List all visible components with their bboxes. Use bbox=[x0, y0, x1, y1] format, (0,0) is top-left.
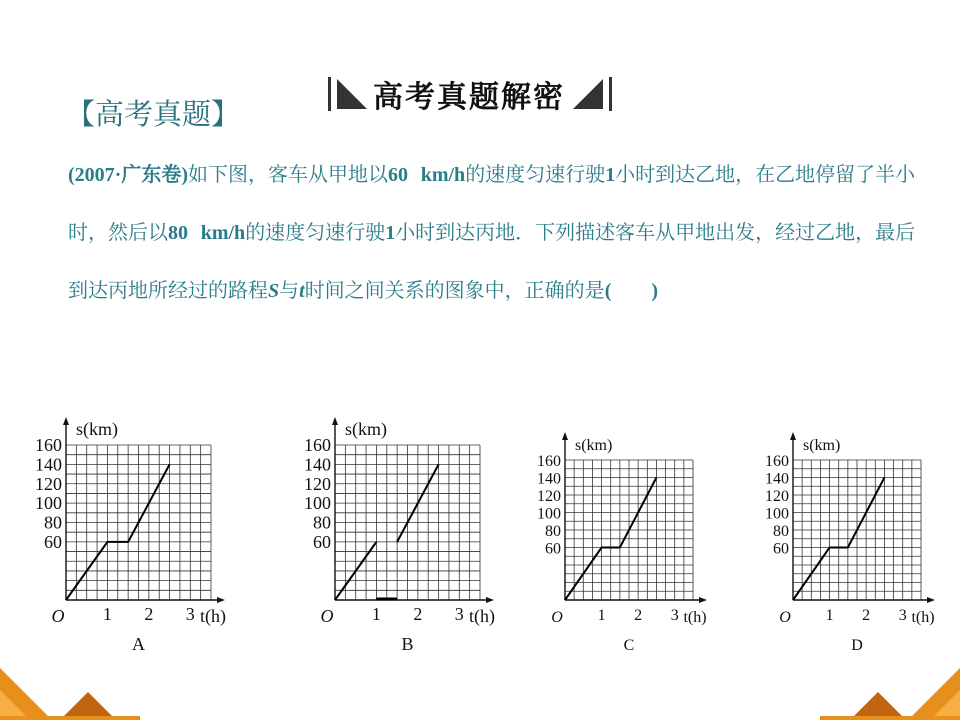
y-tick-label: 120 bbox=[537, 488, 561, 505]
x-tick-label: 2 bbox=[144, 604, 154, 624]
y-tick-label: 140 bbox=[304, 454, 331, 475]
y-tick-label: 60 bbox=[545, 540, 561, 558]
banner-triangle-left-icon bbox=[337, 79, 367, 109]
banner-bar-left bbox=[328, 77, 331, 111]
question-part: 的速度匀速行驶 bbox=[245, 220, 386, 244]
chart-a bbox=[63, 417, 225, 603]
y-tick-label: 100 bbox=[304, 493, 331, 514]
y-axis-arrow-icon bbox=[790, 432, 796, 440]
variable-s: S bbox=[268, 280, 280, 302]
y-tick-label: 100 bbox=[537, 505, 561, 523]
x-tick-label: 3 bbox=[185, 604, 195, 624]
chart-option-label: A bbox=[132, 634, 145, 654]
x-axis-arrow-icon bbox=[927, 597, 935, 603]
y-tick-label: 160 bbox=[765, 453, 789, 470]
x-tick-label: 1 bbox=[102, 604, 112, 624]
y-tick-label: 100 bbox=[35, 493, 62, 514]
y-tick-label: 60 bbox=[313, 531, 331, 552]
y-tick-label: 80 bbox=[44, 512, 62, 533]
corner-decoration-left bbox=[0, 650, 140, 720]
hour-value: 1 bbox=[385, 222, 396, 244]
x-axis-label: t(h) bbox=[469, 606, 495, 626]
chart-d bbox=[790, 432, 935, 603]
banner-bar-right bbox=[609, 77, 612, 111]
y-tick-label: 140 bbox=[537, 470, 561, 488]
y-tick-label: 160 bbox=[35, 435, 62, 455]
y-tick-label: 80 bbox=[773, 523, 789, 540]
x-tick-label: 2 bbox=[413, 604, 423, 624]
question-part: 小时到达乙地，在乙地停留了半小时，然后以 bbox=[68, 162, 916, 244]
chart-b bbox=[332, 417, 494, 603]
y-tick-label: 60 bbox=[773, 540, 789, 558]
y-tick-label: 60 bbox=[44, 531, 62, 552]
y-axis-label: s(km) bbox=[345, 419, 387, 439]
question-part: 与 bbox=[279, 278, 300, 302]
origin-label: O bbox=[551, 609, 563, 626]
x-tick-label: 1 bbox=[825, 607, 834, 624]
speed-value: 80 bbox=[168, 222, 188, 244]
answer-charts bbox=[0, 400, 960, 665]
y-axis-label: s(km) bbox=[76, 419, 118, 439]
banner-title: 高考真题解密 bbox=[373, 80, 565, 115]
x-tick-label: 1 bbox=[597, 607, 606, 624]
y-tick-label: 120 bbox=[765, 488, 789, 505]
x-axis-arrow-icon bbox=[486, 597, 494, 603]
question-part: 时间之间关系的图象中，正确的是 bbox=[304, 278, 605, 302]
x-axis-label: t(h) bbox=[200, 606, 226, 626]
x-axis-arrow-icon bbox=[217, 597, 225, 603]
answer-blank: ( ) bbox=[604, 280, 659, 302]
y-tick-label: 120 bbox=[35, 473, 62, 494]
origin-label: O bbox=[320, 606, 334, 626]
x-tick-label: 2 bbox=[862, 607, 871, 624]
y-tick-label: 120 bbox=[304, 473, 331, 494]
y-axis-arrow-icon bbox=[562, 432, 568, 440]
chart-option-label: B bbox=[401, 634, 414, 654]
origin-label: O bbox=[779, 609, 791, 626]
y-tick-label: 80 bbox=[545, 523, 561, 540]
chart-c bbox=[562, 432, 707, 603]
x-axis-arrow-icon bbox=[699, 597, 707, 603]
y-tick-label: 160 bbox=[304, 435, 331, 455]
hour-value: 1 bbox=[605, 164, 616, 186]
x-tick-label: 3 bbox=[670, 607, 679, 624]
question-part: 如下图，客车从甲地以 bbox=[188, 162, 388, 186]
x-tick-label: 3 bbox=[454, 604, 464, 624]
section-banner bbox=[326, 76, 614, 115]
speed-value: 60 bbox=[388, 164, 408, 186]
x-axis-label: t(h) bbox=[683, 609, 707, 626]
x-axis-label: t(h) bbox=[911, 609, 935, 626]
x-tick-label: 2 bbox=[634, 607, 643, 624]
y-tick-label: 140 bbox=[35, 454, 62, 475]
x-tick-label: 3 bbox=[898, 607, 907, 624]
variable-t: t bbox=[299, 280, 305, 302]
chart-option-label: C bbox=[623, 637, 635, 654]
x-tick-label: 1 bbox=[371, 604, 381, 624]
speed-unit: km/h bbox=[420, 164, 466, 186]
speed-unit: km/h bbox=[200, 222, 246, 244]
question-source: (2007·广东卷) bbox=[68, 164, 188, 186]
origin-label: O bbox=[51, 606, 65, 626]
y-tick-label: 100 bbox=[765, 505, 789, 523]
y-tick-label: 140 bbox=[765, 470, 789, 488]
banner-triangle-right-icon bbox=[573, 79, 603, 109]
y-axis-arrow-icon bbox=[63, 417, 69, 425]
y-tick-label: 160 bbox=[537, 453, 561, 470]
question-part: 的速度匀速行驶 bbox=[465, 162, 606, 186]
y-axis-arrow-icon bbox=[332, 417, 338, 425]
y-axis-label: s(km) bbox=[575, 437, 613, 454]
y-tick-label: 80 bbox=[313, 512, 331, 533]
chart-option-label: D bbox=[851, 637, 863, 654]
question-part: 小时到达丙地．下列描述客车从甲地出发，经过乙地，最后到达丙地所经过的路程 bbox=[68, 220, 916, 302]
section-title: 【高考真题】 bbox=[66, 97, 241, 131]
question-text bbox=[68, 146, 930, 320]
y-axis-label: s(km) bbox=[803, 437, 841, 454]
corner-decoration-right bbox=[820, 650, 960, 720]
